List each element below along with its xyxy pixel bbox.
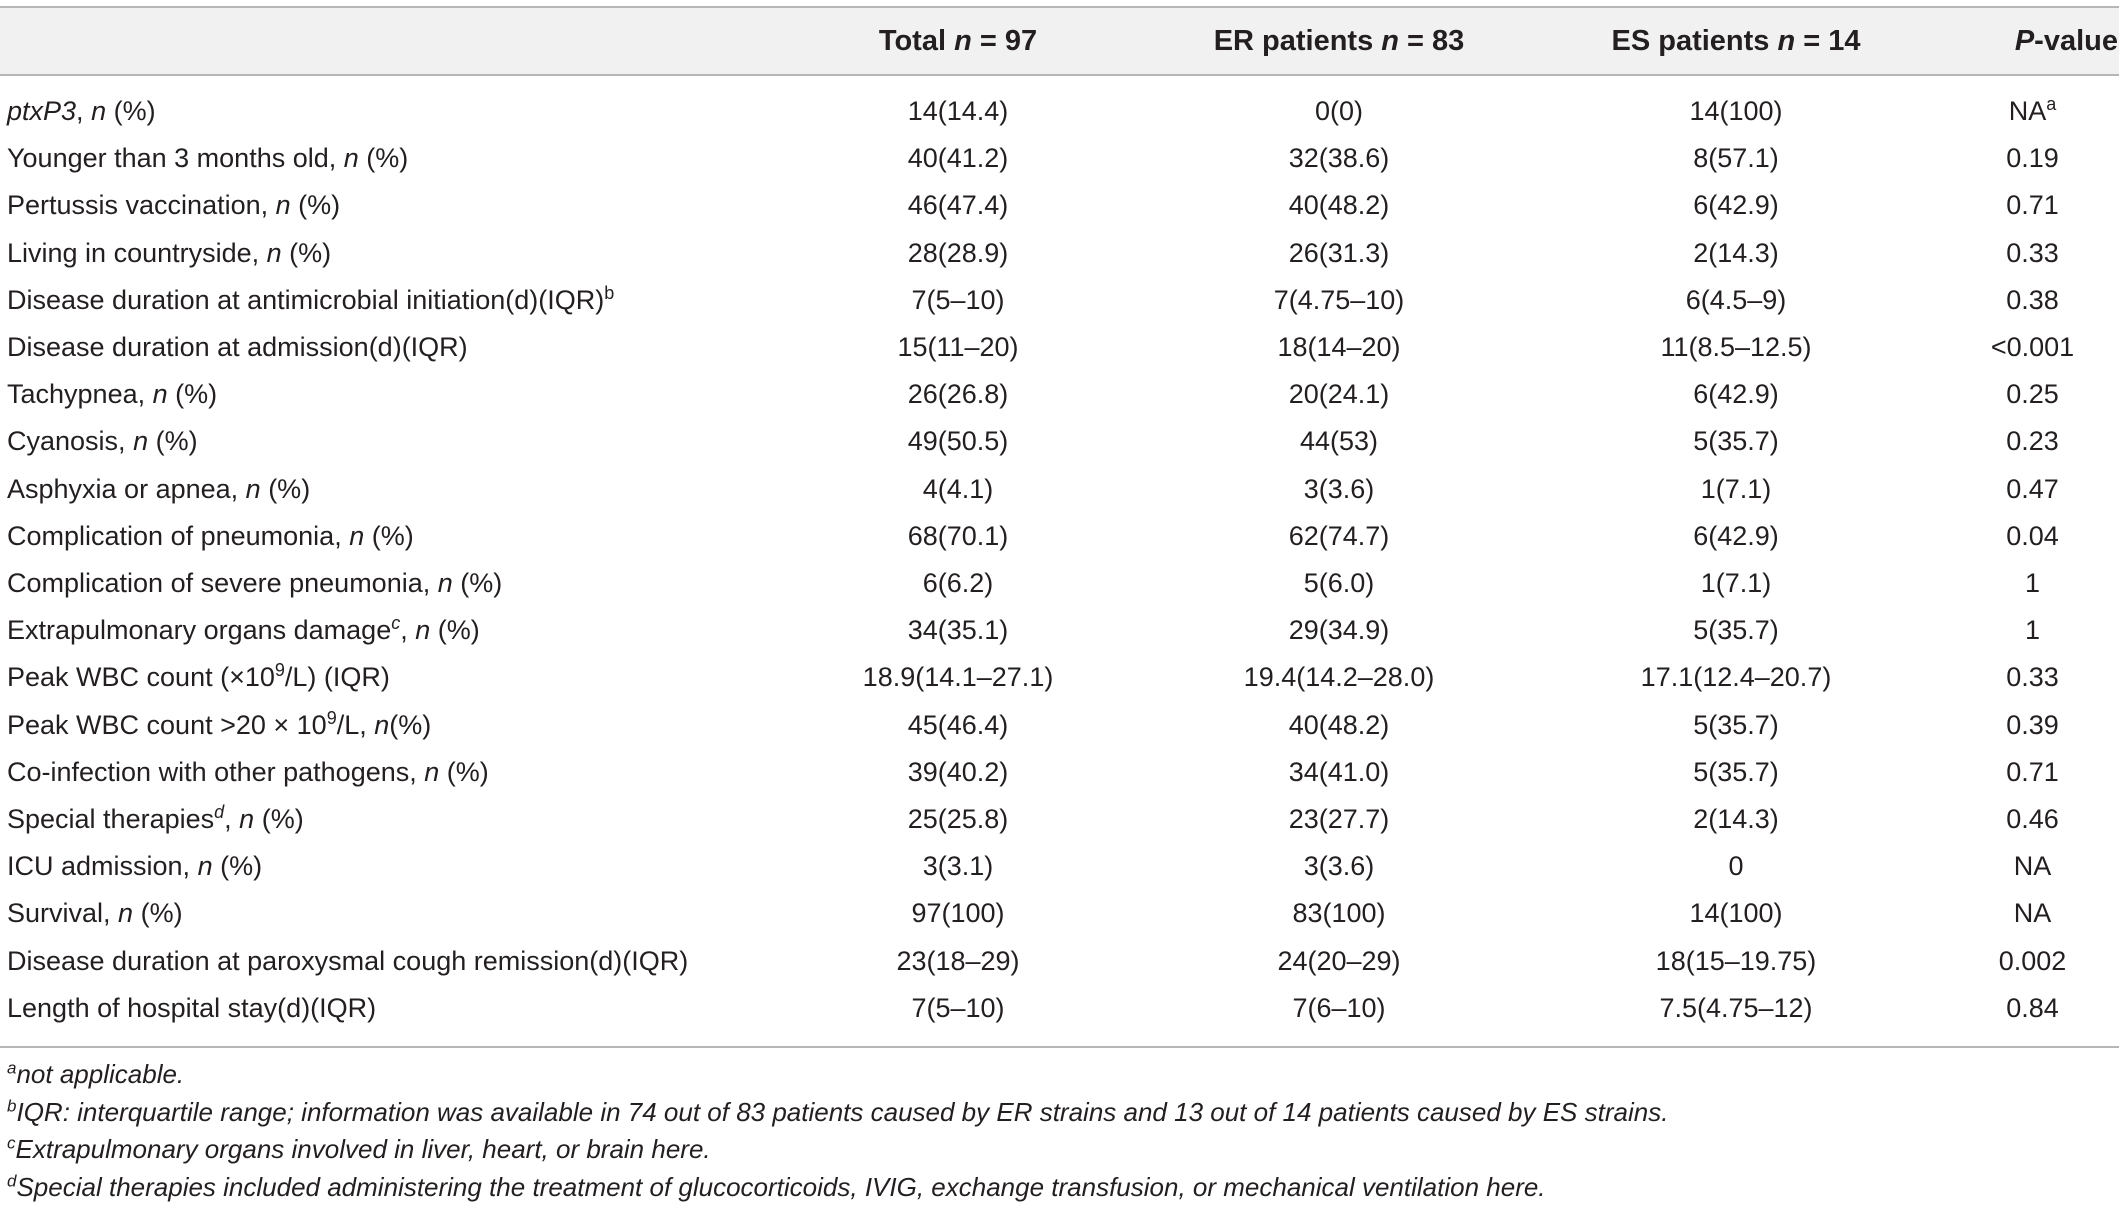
footnote bbox=[7, 1170, 1546, 1204]
cell-p-value: 0.39 bbox=[2006, 709, 2059, 740]
bottom-rule bbox=[0, 1046, 2119, 1048]
cell-total: 39(40.2) bbox=[907, 756, 1009, 787]
row-label: Disease duration at admission(d)(IQR) bbox=[7, 332, 468, 362]
row-label: Survival, n (%) bbox=[7, 898, 183, 929]
footnote-text: not applicable. bbox=[16, 1059, 185, 1089]
cell-p-value: 0.002 bbox=[1998, 945, 2067, 976]
row-label: Length of hospital stay(d)(IQR) bbox=[7, 992, 377, 1023]
cell-total: 49(50.5) bbox=[907, 426, 1009, 457]
row-label: Complication of severe pneumonia, n (%) bbox=[7, 568, 503, 598]
cell-es: 8(57.1) bbox=[1693, 143, 1779, 174]
table-row bbox=[0, 985, 2119, 1032]
cell-p-value: 0.71 bbox=[2006, 190, 2059, 221]
row-label: Disease duration at paroxysmal cough remission(d)(IQR) bbox=[7, 945, 689, 976]
cell-es: 7.5(4.75–12) bbox=[1659, 992, 1813, 1023]
cell-total: 26(26.8) bbox=[907, 379, 1009, 410]
cell-er: 5(6.0) bbox=[1303, 568, 1375, 598]
cell-total: 14(14.4) bbox=[907, 96, 1009, 126]
cell-er: 34(41.0) bbox=[1288, 756, 1390, 787]
header-p-value: P-value bbox=[2014, 25, 2118, 57]
cell-total: 3(3.1) bbox=[922, 851, 994, 882]
cell-p-value: 0.19 bbox=[2006, 143, 2059, 174]
cell-total: 97(100) bbox=[911, 898, 1005, 929]
cell-total: 15(11–20) bbox=[897, 332, 1019, 362]
row-label: Asphyxia or apnea, n (%) bbox=[7, 473, 311, 504]
cell-total: 7(5–10) bbox=[911, 284, 1005, 315]
cell-es: 2(14.3) bbox=[1693, 804, 1779, 834]
cell-p-value: 1 bbox=[2024, 568, 2041, 598]
row-label: Special therapies$^d$, n (%) bbox=[7, 802, 304, 834]
cell-er: 29(34.9) bbox=[1288, 615, 1390, 646]
table-row bbox=[0, 796, 2119, 843]
cell-p-value: 0.23 bbox=[2006, 426, 2059, 457]
cell-total: 18.9(14.1–27.1) bbox=[862, 662, 1054, 693]
cell-p-value: $NA^a$ bbox=[2008, 94, 2057, 126]
cell-total: 46(47.4) bbox=[907, 190, 1009, 221]
row-label: Peak WBC count $(\times 10^9/L)$ (IQR) bbox=[7, 660, 390, 693]
table-row bbox=[0, 418, 2119, 465]
cell-es: 1(7.1) bbox=[1700, 473, 1772, 504]
cell-total: 23(18–29) bbox=[896, 945, 1020, 976]
cell-es: 5(35.7) bbox=[1693, 709, 1779, 740]
footnote-mark: d bbox=[7, 1170, 17, 1190]
table-row bbox=[0, 749, 2119, 796]
cell-er: 83(100) bbox=[1292, 898, 1386, 929]
cell-er: 23(27.7) bbox=[1288, 804, 1390, 834]
cell-total: 40(41.2) bbox=[907, 143, 1009, 174]
cell-es: 5(35.7) bbox=[1693, 615, 1779, 646]
table-row bbox=[0, 324, 2119, 371]
cell-er: 24(20–29) bbox=[1277, 945, 1401, 976]
row-label: Cyanosis, n (%) bbox=[7, 426, 198, 457]
row-label: Living in countryside, n (%) bbox=[7, 237, 332, 268]
table-row bbox=[0, 88, 2119, 135]
cell-total: 68(70.1) bbox=[907, 520, 1009, 551]
cell-es: 17.1(12.4–20.7) bbox=[1640, 662, 1832, 693]
row-label: Pertussis vaccination, n (%) bbox=[7, 190, 341, 221]
table-row bbox=[0, 466, 2119, 513]
header-es-patients: ES patients n = 14 bbox=[1611, 25, 1861, 57]
row-label: ICU admission, n (%) bbox=[7, 851, 263, 882]
cell-es: 6(42.9) bbox=[1693, 190, 1779, 221]
table-row bbox=[0, 654, 2119, 701]
footnote-text: IQR: interquartile range; information was available in 74 out of 83 patients caused by ER strains and 13 out of 14 patients caused by ES strains. bbox=[16, 1096, 1669, 1127]
table-row bbox=[0, 135, 2119, 182]
row-label: Disease duration at antimicrobial initiation(d)(IQR)$^b$ bbox=[7, 282, 615, 315]
cell-p-value: 0.38 bbox=[2006, 284, 2059, 315]
cell-p-value: 0.33 bbox=[2006, 237, 2059, 268]
cell-es: 2(14.3) bbox=[1693, 237, 1779, 268]
cell-p-value: NA bbox=[2013, 851, 2052, 882]
footnote-text: Extrapulmonary organs involved in liver, heart, or brain here. bbox=[15, 1134, 711, 1164]
table-row bbox=[0, 182, 2119, 229]
cell-es: 14(100) bbox=[1689, 96, 1783, 126]
footnote bbox=[7, 1132, 711, 1166]
cell-p-value: 0.47 bbox=[2006, 473, 2059, 504]
cell-er: 19.4(14.2–28.0) bbox=[1243, 662, 1435, 693]
header-er-patients: ER patients n = 83 bbox=[1213, 25, 1465, 57]
cell-p-value: 0.84 bbox=[2006, 992, 2059, 1023]
header-total: Total n = 97 bbox=[878, 25, 1038, 57]
footnote bbox=[7, 1057, 184, 1091]
cell-p-value: 0.04 bbox=[2006, 520, 2059, 551]
row-label: Co-infection with other pathogens, n (%) bbox=[7, 756, 489, 787]
footnote-mark: b bbox=[7, 1095, 17, 1115]
cell-p-value: 0.46 bbox=[2006, 804, 2059, 834]
cell-er: 26(31.3) bbox=[1288, 237, 1390, 268]
header-rule bbox=[0, 74, 2119, 76]
cell-es: 11(8.5–12.5) bbox=[1660, 332, 1812, 362]
cell-p-value: 0.71 bbox=[2006, 756, 2059, 787]
footnote bbox=[7, 1095, 1668, 1129]
table-row bbox=[0, 371, 2119, 418]
table-row bbox=[0, 890, 2119, 937]
footnote-text: Special therapies included administering the treatment of glucocorticoids, IVIG, exchange transfusion, or mechanical ventilation here. bbox=[16, 1171, 1546, 1202]
cell-er: 20(24.1) bbox=[1288, 379, 1390, 410]
cell-total: 25(25.8) bbox=[907, 804, 1009, 834]
cell-es: 1(7.1) bbox=[1700, 568, 1772, 598]
cell-total: 34(35.1) bbox=[907, 615, 1009, 646]
table-row bbox=[0, 277, 2119, 324]
row-label: ptxP3, n (%) bbox=[7, 96, 156, 126]
table-row bbox=[0, 843, 2119, 890]
table-row bbox=[0, 513, 2119, 560]
cell-es: 6(4.5–9) bbox=[1685, 284, 1787, 315]
cell-p-value: 0.25 bbox=[2006, 379, 2059, 410]
table-row bbox=[0, 560, 2119, 607]
cell-p-value: NA bbox=[2013, 898, 2052, 929]
table-row bbox=[0, 938, 2119, 985]
row-label: Tachypnea, n (%) bbox=[7, 379, 218, 410]
cell-er: 7(4.75–10) bbox=[1273, 284, 1405, 315]
cell-total: 6(6.2) bbox=[922, 568, 994, 598]
cell-es: 6(42.9) bbox=[1693, 379, 1779, 410]
cell-es: 18(15–19.75) bbox=[1655, 945, 1817, 976]
row-label: Peak WBC count $>20 \times 10^9/L$, n(%) bbox=[7, 707, 432, 740]
row-label: Younger than 3 months old, n (%) bbox=[7, 143, 409, 174]
cell-es: 5(35.7) bbox=[1693, 756, 1779, 787]
cell-es: 6(42.9) bbox=[1693, 520, 1779, 551]
cell-es: 5(35.7) bbox=[1693, 426, 1779, 457]
cell-p-value: 1 bbox=[2024, 615, 2041, 646]
cell-es: 14(100) bbox=[1689, 898, 1783, 929]
cell-er: 62(74.7) bbox=[1288, 520, 1390, 551]
cell-er: 32(38.6) bbox=[1288, 143, 1390, 174]
cell-p-value: <0.001 bbox=[1990, 332, 2075, 362]
cell-er: 40(48.2) bbox=[1288, 190, 1390, 221]
cell-es: 0 bbox=[1728, 851, 1744, 882]
cell-er: 40(48.2) bbox=[1288, 709, 1390, 740]
table-row bbox=[0, 702, 2119, 749]
table-row bbox=[0, 607, 2119, 654]
cell-er: 3(3.6) bbox=[1303, 851, 1375, 882]
table-row bbox=[0, 230, 2119, 277]
cell-total: 45(46.4) bbox=[907, 709, 1009, 740]
cell-total: 28(28.9) bbox=[907, 237, 1009, 268]
cell-er: 3(3.6) bbox=[1303, 473, 1375, 504]
cell-er: 44(53) bbox=[1299, 426, 1379, 457]
footnote-mark: a bbox=[7, 1058, 17, 1078]
cell-p-value: 0.33 bbox=[2006, 662, 2059, 693]
cell-total: 7(5–10) bbox=[911, 992, 1005, 1023]
row-label: Extrapulmonary organs damage$^c$, n (%) bbox=[7, 613, 480, 646]
cell-er: 18(14–20) bbox=[1277, 332, 1401, 362]
cell-er: 7(6–10) bbox=[1292, 992, 1386, 1023]
row-label: Complication of pneumonia, n (%) bbox=[7, 520, 414, 551]
footnote-mark: c bbox=[7, 1133, 16, 1153]
cell-er: 0(0) bbox=[1314, 96, 1363, 126]
cell-total: 4(4.1) bbox=[922, 473, 994, 504]
